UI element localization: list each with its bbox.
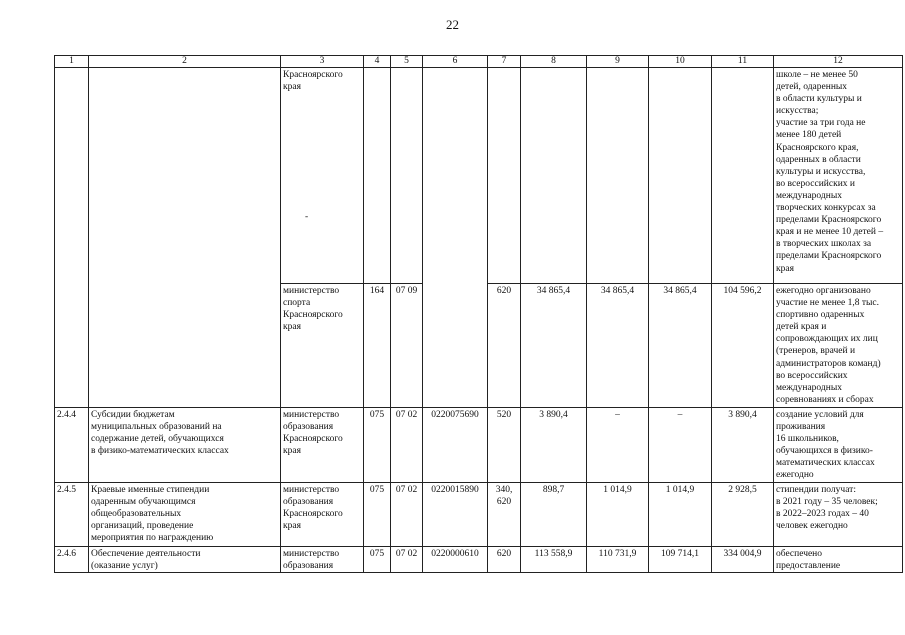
cell-csr: 0220075690	[423, 408, 488, 483]
cell-rzpr: 07 02	[391, 547, 423, 573]
cell-rzpr: 07 02	[391, 483, 423, 547]
table-row-2-4-6	[55, 547, 903, 573]
table-row-continuation	[55, 68, 903, 284]
col-header-8: 8	[521, 56, 587, 68]
table-row-2-4-4	[55, 408, 903, 483]
cell-grbs: 075	[364, 547, 391, 573]
col-header-2: 2	[89, 56, 281, 68]
cell-csr: 0220000610	[423, 547, 488, 573]
cell-rzpr: 07 09	[391, 284, 423, 408]
cell-executor: министерство образования Красноярского края	[281, 408, 364, 483]
cell-name	[89, 68, 281, 408]
cell-grbs: 164	[364, 284, 391, 408]
cell-y3: 109 714,1	[649, 547, 712, 573]
dash-mark: -	[305, 212, 309, 223]
cell-grbs: 075	[364, 483, 391, 547]
cell-result: создание условий для проживания 16 школьников, обучающихся в физико- математических классах ежегодно	[774, 408, 903, 483]
cell-result: обеспечено предоставление	[774, 547, 903, 573]
cell-rzpr	[391, 68, 423, 284]
col-header-1: 1	[55, 56, 89, 68]
cell-number: 2.4.4	[55, 408, 89, 483]
cell-y3: –	[649, 408, 712, 483]
col-header-7: 7	[488, 56, 521, 68]
col-header-6: 6	[423, 56, 488, 68]
executor-text: Красноярского края	[283, 70, 343, 93]
col-header-12: 12	[774, 56, 903, 68]
cell-y3	[649, 68, 712, 284]
cell-y1: 3 890,4	[521, 408, 587, 483]
col-header-4: 4	[364, 56, 391, 68]
cell-executor: министерство образования	[281, 547, 364, 573]
cell-number: 2.4.6	[55, 547, 89, 573]
cell-y2: 110 731,9	[587, 547, 649, 573]
cell-grbs: 075	[364, 408, 391, 483]
col-header-3: 3	[281, 56, 364, 68]
cell-total: 334 004,9	[712, 547, 774, 573]
cell-y1	[521, 68, 587, 284]
cell-vr: 620	[488, 284, 521, 408]
table-row-2-4-5	[55, 483, 903, 547]
cell-result: стипендии получат: в 2021 году – 35 человек; в 2022–2023 годах – 40 человек ежегодно	[774, 483, 903, 547]
cell-executor: министерство спорта Красноярского края	[281, 284, 364, 408]
cell-result: ежегодно организовано участие не менее 1,8 тыс. спортивно одаренных детей края и сопровождающих их лиц (тренеров, врачей и администраторов команд) во всероссийских международных соревнованиях и сборах	[774, 284, 903, 408]
program-activities-table	[54, 55, 903, 573]
col-header-5: 5	[391, 56, 423, 68]
cell-vr: 520	[488, 408, 521, 483]
cell-total: 2 928,5	[712, 483, 774, 547]
cell-total: 104 596,2	[712, 284, 774, 408]
cell-executor: министерство образования Красноярского края	[281, 483, 364, 547]
cell-y2	[587, 68, 649, 284]
cell-number: 2.4.5	[55, 483, 89, 547]
cell-y1: 34 865,4	[521, 284, 587, 408]
cell-result: школе – не менее 50 детей, одаренных в области культуры и искусства; участие за три года не менее 180 детей Красноярского края, одаренных в области культуры и искусства, во всероссийских и международных творческих конкурсах за пределами Красноярского края и не менее 10 детей – в творческих школах за пределами Красноярского края	[774, 68, 903, 284]
cell-vr: 620	[488, 547, 521, 573]
cell-name: Субсидии бюджетам муниципальных образований на содержание детей, обучающихся в физико-математических классах	[89, 408, 281, 483]
cell-vr: 340, 620	[488, 483, 521, 547]
cell-name: Обеспечение деятельности (оказание услуг)	[89, 547, 281, 573]
cell-csr: 0220015890	[423, 483, 488, 547]
col-header-10: 10	[649, 56, 712, 68]
cell-rzpr: 07 02	[391, 408, 423, 483]
cell-y2: 1 014,9	[587, 483, 649, 547]
cell-total	[712, 68, 774, 284]
cell-number	[55, 68, 89, 408]
column-number-header-row	[55, 56, 903, 68]
cell-vr	[488, 68, 521, 284]
cell-executor	[281, 68, 364, 284]
cell-csr	[423, 68, 488, 408]
cell-y1: 113 558,9	[521, 547, 587, 573]
cell-y3: 34 865,4	[649, 284, 712, 408]
cell-name: Краевые именные стипендии одаренным обучающимся общеобразовательных организаций, проведение мероприятия по награждению	[89, 483, 281, 547]
cell-y2: 34 865,4	[587, 284, 649, 408]
cell-y2: –	[587, 408, 649, 483]
cell-total: 3 890,4	[712, 408, 774, 483]
page-number: 22	[446, 17, 459, 32]
cell-grbs	[364, 68, 391, 284]
cell-y1: 898,7	[521, 483, 587, 547]
col-header-9: 9	[587, 56, 649, 68]
cell-y3: 1 014,9	[649, 483, 712, 547]
col-header-11: 11	[712, 56, 774, 68]
